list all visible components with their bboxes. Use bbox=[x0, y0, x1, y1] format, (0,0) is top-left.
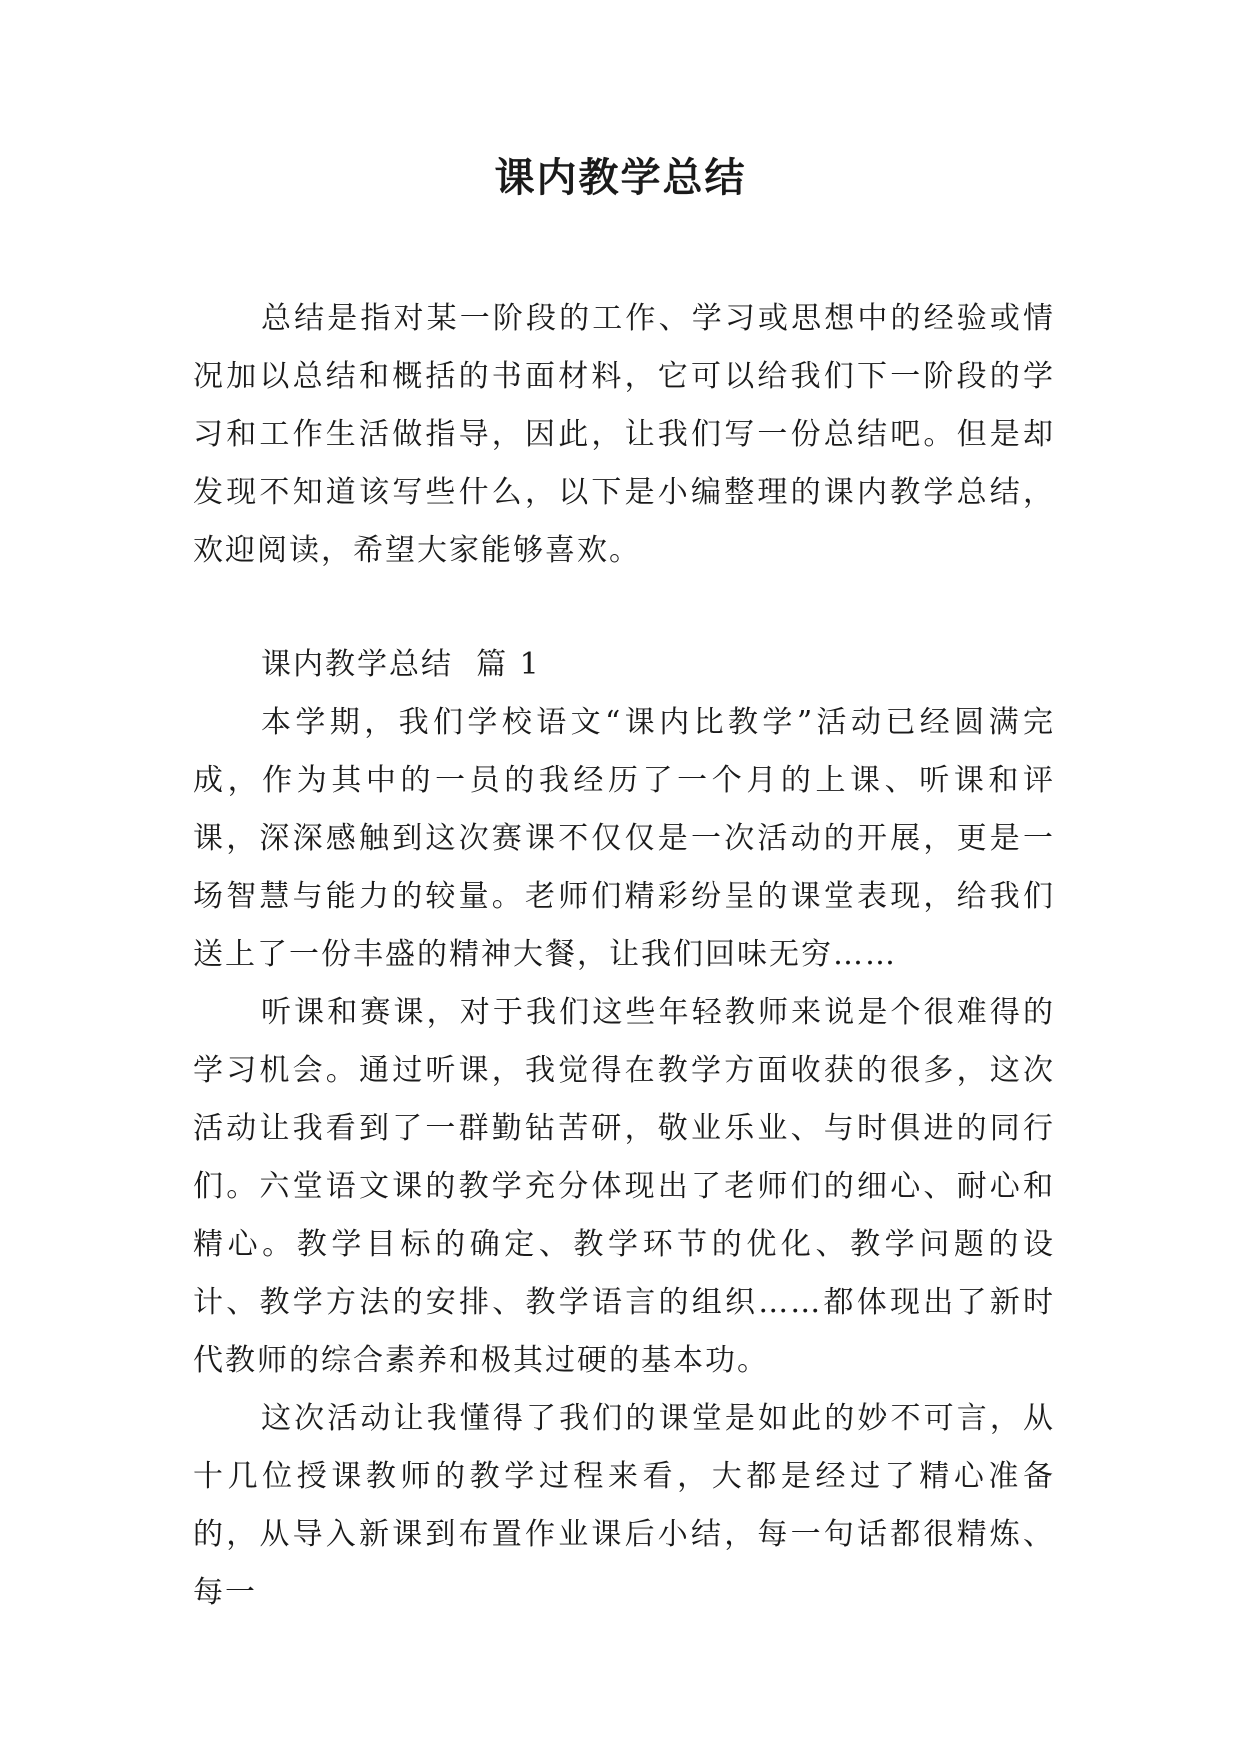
document-title: 课内教学总结 bbox=[494, 155, 747, 201]
section-paragraph-3: 这次活动让我懂得了我们的课堂是如此的妙不可言，从十几位授课教师的教学过程来看，大都是经过了精心准备的，从导入新课到布置作业课后小结，每一句话都很精炼、每一 bbox=[193, 1401, 1055, 1610]
intro-paragraph: 总结是指对某一阶段的工作、学习或思想中的经验或情况加以总结和概括的书面材料，它可以给我们下一阶段的学习和工作生活做指导，因此，让我们写一份总结吧。但是却发现不知道该写些什么，以下是小编整理的课内教学总结，欢迎阅读，希望大家能够喜欢。 bbox=[193, 301, 1055, 568]
section-1 bbox=[193, 636, 1055, 1622]
intro-block bbox=[193, 290, 1055, 580]
section-heading: 课内教学总结 篇 1 bbox=[261, 647, 541, 682]
section-paragraph-2: 听课和赛课，对于我们这些年轻教师来说是个很难得的学习机会。通过听课，我觉得在教学方面收获的很多，这次活动让我看到了一群勤钻苦研，敬业乐业、与时俱进的同行们。六堂语文课的教学充分体现出了老师们的细心、耐心和精心。教学目标的确定、教学环节的优化、教学问题的设计、教学方法的安排、教学语言的组织……都体现出了新时代教师的综合素养和极其过硬的基本功。 bbox=[193, 995, 1055, 1378]
section-paragraph-1: 本学期，我们学校语文“课内比教学”活动已经圆满完成，作为其中的一员的我经历了一个月的上课、听课和评课，深深感触到这次赛课不仅仅是一次活动的开展，更是一场智慧与能力的较量。老师们精彩纷呈的课堂表现，给我们送上了一份丰盛的精神大餐，让我们回味无穷…… bbox=[193, 705, 1055, 972]
